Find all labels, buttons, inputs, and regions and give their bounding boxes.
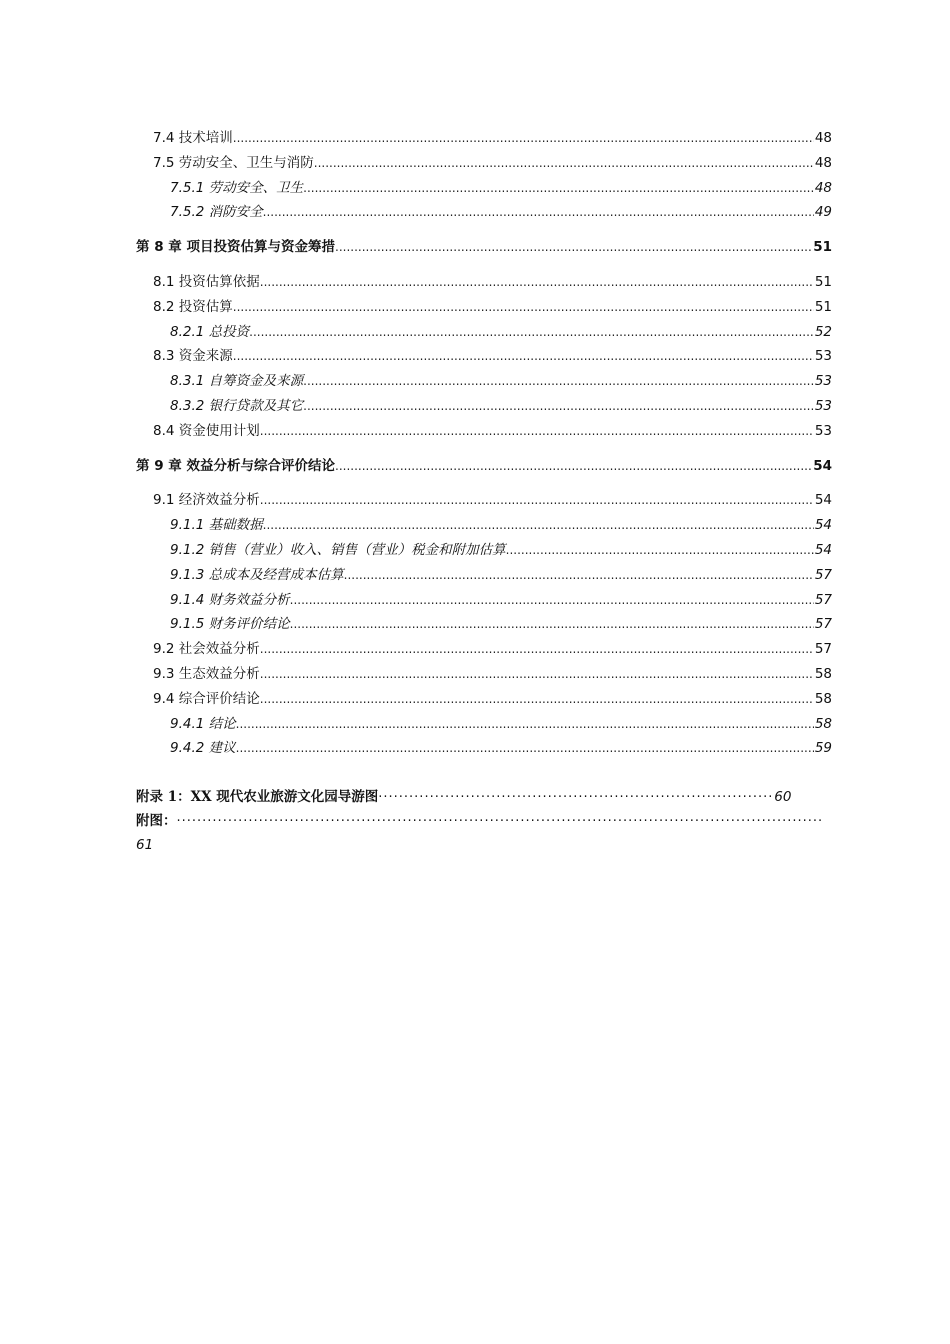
toc-entry-label: 第 8 章 项目投资估算与资金筹措: [136, 239, 335, 256]
dot-leader: [236, 736, 814, 761]
toc-subsection-entry[interactable]: [136, 612, 832, 637]
toc-entry-page: 53: [814, 397, 832, 414]
dot-leader: [290, 588, 814, 613]
toc-subsection-entry[interactable]: [136, 563, 832, 588]
toc-entry-label: 9.3 生态效益分析: [153, 665, 260, 682]
toc-entry-page: 58: [814, 665, 832, 682]
dot-leader: [249, 320, 814, 345]
table-of-contents: [136, 126, 832, 761]
toc-section-entry[interactable]: [136, 270, 832, 295]
toc-entry-label: 9.1.4 财务效益分析: [170, 591, 290, 608]
toc-subsection-entry[interactable]: [136, 513, 832, 538]
toc-section-entry[interactable]: [136, 344, 832, 369]
toc-entry-page: 51: [814, 273, 832, 290]
dot-leader: [290, 612, 814, 637]
toc-entry-label: 7.5.2 消防安全: [170, 204, 263, 221]
toc-entry-label: 8.4 资金使用计划: [153, 422, 260, 439]
toc-entry-page: 54: [814, 492, 832, 509]
toc-entry-label: 7.5.1 劳动安全、卫生: [170, 179, 304, 196]
toc-entry-page: 53: [814, 373, 832, 390]
toc-entry-page: 59: [814, 740, 832, 757]
toc-entry-page: 57: [814, 616, 832, 633]
dot-leader: [335, 235, 812, 260]
dot-leader: [344, 563, 814, 588]
toc-entry-label: 9.1 经济效益分析: [153, 492, 260, 509]
dot-leader: [260, 488, 814, 513]
dot-leader: [260, 270, 814, 295]
dot-leader: [378, 786, 774, 809]
toc-entry-label: 9.1.2 销售（营业）收入、销售（营业）税金和附加估算: [170, 541, 506, 558]
toc-entry-page: 53: [814, 422, 832, 439]
toc-subsection-entry[interactable]: [136, 538, 832, 563]
dot-leader: [233, 344, 814, 369]
toc-entry-page: 57: [814, 566, 832, 583]
toc-entry-page: 54: [814, 541, 832, 558]
toc-entry-label: 9.1.3 总成本及经营成本估算: [170, 566, 344, 583]
dot-leader: [233, 295, 814, 320]
dot-leader: [314, 151, 814, 176]
toc-subsection-entry[interactable]: [136, 588, 832, 613]
dot-leader: [303, 369, 814, 394]
toc-subsection-entry[interactable]: [136, 200, 832, 225]
toc-entry-label: 9.1.1 基础数据: [170, 517, 263, 534]
toc-entry-label: 8.2.1 总投资: [170, 323, 250, 340]
appendix-entry-2[interactable]: [136, 810, 836, 832]
toc-section-entry[interactable]: [136, 419, 832, 444]
toc-entry-label: 8.2 投资估算: [153, 298, 233, 315]
appendix-entry-1[interactable]: [136, 786, 836, 808]
toc-subsection-entry[interactable]: [136, 712, 832, 737]
toc-entry-label: 9.1.5 财务评价结论: [170, 616, 290, 633]
dot-leader: [263, 513, 814, 538]
dot-leader: [260, 419, 814, 444]
toc-subsection-entry[interactable]: [136, 176, 832, 201]
toc-entry-page: 48: [814, 179, 832, 196]
toc-entry-page: 57: [814, 641, 832, 658]
toc-entry-label: 8.3 资金来源: [153, 348, 233, 365]
appendix-1-page: 60: [774, 789, 792, 805]
toc-entry-page: 48: [814, 154, 832, 171]
toc-section-entry[interactable]: [136, 126, 832, 151]
toc-entry-page: 58: [814, 715, 832, 732]
appendix-2-page: 61: [136, 837, 154, 853]
dot-leader: [233, 126, 814, 151]
toc-section-entry[interactable]: [136, 687, 832, 712]
dot-leader: [303, 394, 814, 419]
toc-section-entry[interactable]: [136, 662, 832, 687]
dot-leader: [263, 200, 814, 225]
appendix-1-label: 附录 1：XX 现代农业旅游文化园导游图: [136, 789, 379, 805]
dot-leader: [303, 176, 814, 201]
toc-entry-label: 9.2 社会效益分析: [153, 641, 260, 658]
toc-entry-label: 7.5 劳动安全、卫生与消防: [153, 154, 314, 171]
dot-leader: [177, 810, 822, 833]
dot-leader: [260, 637, 814, 662]
toc-entry-label: 9.4.2 建议: [170, 740, 236, 757]
toc-entry-page: 54: [814, 517, 832, 534]
toc-entry-label: 9.4.1 结论: [170, 715, 236, 732]
toc-entry-page: 49: [814, 204, 832, 221]
toc-section-entry[interactable]: [136, 488, 832, 513]
toc-entry-page: 57: [814, 591, 832, 608]
toc-entry-label: 8.1 投资估算依据: [153, 273, 260, 290]
toc-section-entry[interactable]: [136, 151, 832, 176]
toc-subsection-entry[interactable]: [136, 369, 832, 394]
toc-entry-label: 8.3.1 自筹资金及来源: [170, 373, 304, 390]
toc-entry-label: 8.3.2 银行贷款及其它: [170, 397, 304, 414]
toc-entry-page: 51: [814, 298, 832, 315]
toc-entry-page: 52: [814, 323, 832, 340]
toc-chapter-entry[interactable]: [136, 235, 832, 260]
dot-leader: [236, 712, 814, 737]
appendix-2-label: 附图：: [136, 813, 177, 829]
toc-chapter-entry[interactable]: [136, 454, 832, 479]
toc-entry-page: 53: [814, 348, 832, 365]
toc-section-entry[interactable]: [136, 637, 832, 662]
toc-subsection-entry[interactable]: [136, 394, 832, 419]
toc-entry-page: 51: [813, 239, 832, 256]
dot-leader: [260, 687, 814, 712]
toc-entry-label: 第 9 章 效益分析与综合评价结论: [136, 457, 335, 474]
toc-entry-label: 9.4 综合评价结论: [153, 690, 260, 707]
toc-subsection-entry[interactable]: [136, 736, 832, 761]
toc-entry-page: 54: [813, 457, 832, 474]
toc-entry-page: 58: [814, 690, 832, 707]
toc-entry-page: 48: [814, 130, 832, 146]
dot-leader: [335, 454, 812, 479]
toc-entry-label: 7.4 技术培训: [153, 130, 233, 146]
toc-section-entry[interactable]: [136, 295, 832, 320]
toc-subsection-entry[interactable]: [136, 320, 832, 345]
dot-leader: [260, 662, 814, 687]
dot-leader: [506, 538, 814, 563]
